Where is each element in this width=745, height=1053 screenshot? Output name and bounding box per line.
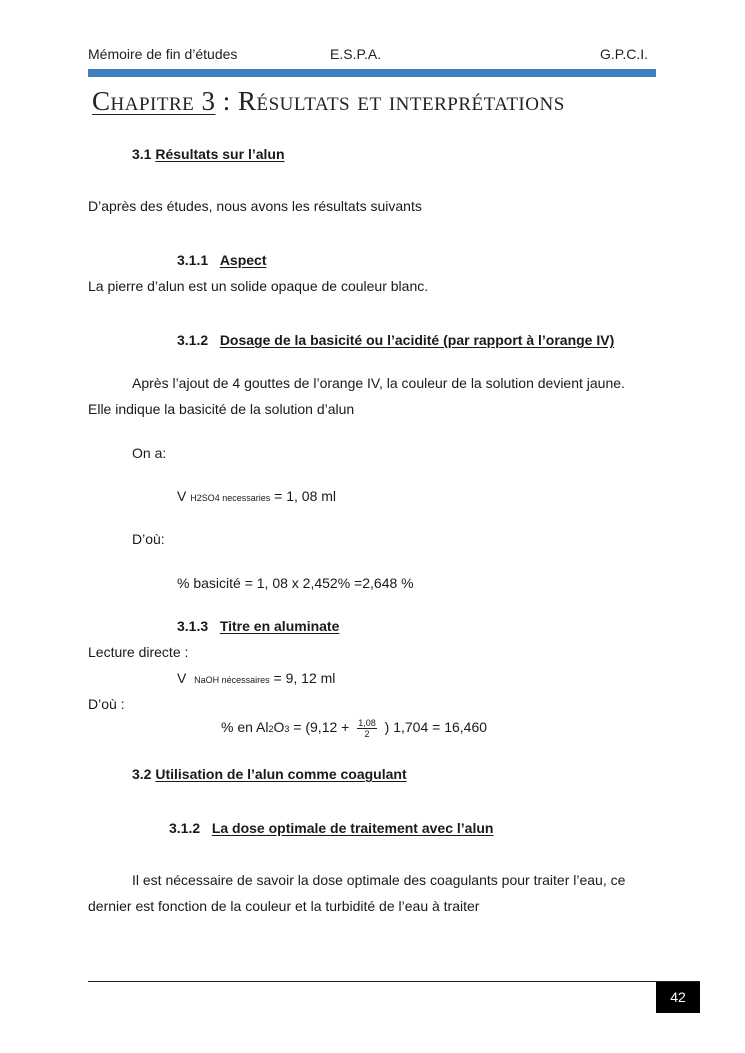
basicite-equation: % basicité = 1, 08 x 2,452% =2,648 % (177, 575, 414, 591)
section-title: Aspect (219, 252, 267, 268)
volume-value: = 1, 08 ml (270, 488, 337, 504)
section-title: Utilisation de l’alun comme coagulant (155, 766, 407, 782)
section-number: 3.1.1 (177, 252, 209, 268)
section-3-1-1-heading (177, 252, 267, 268)
formula-part: ) 1,704 = 16,460 (380, 719, 488, 736)
on-a-label: On a: (132, 445, 167, 461)
section-title: La dose optimale de traitement avec l’alun (211, 820, 494, 836)
section-number: 3.2 (132, 766, 152, 782)
page-number: 42 (656, 982, 700, 1013)
formula-subscript: 2 (268, 724, 274, 735)
volume-subscript: H2SO4 necessaries (190, 493, 271, 503)
intro-paragraph: D’après des études, nous avons les résultats suivants (88, 198, 422, 214)
chapter-label: Chapitre 3 (92, 86, 216, 116)
section-number: 3.1.2 (177, 332, 209, 348)
section-dose-heading (169, 820, 493, 836)
section-3-2-heading (132, 766, 407, 782)
chapter-title (92, 86, 565, 117)
section-number: 3.1.3 (177, 618, 209, 634)
header-rule (88, 69, 656, 77)
dou-label: D’où: (132, 531, 165, 547)
fraction-denominator: 2 (364, 729, 370, 739)
header-right: G.P.C.I. (600, 46, 648, 62)
formula-subscript: 3 (284, 724, 290, 735)
volume-subscript: NaOH nécessaires (194, 675, 270, 685)
fraction-numerator: 1,08 (358, 718, 376, 728)
fraction (357, 718, 377, 739)
section-3-1-2-heading (177, 332, 614, 348)
section-title: Dosage de la basicité ou l’acidité (par rapport à l’orange IV) (219, 332, 615, 348)
paragraph-line: dernier est fonction de la couleur et la turbidité de l’eau à traiter (88, 898, 480, 914)
paragraph-line: Après l’ajout de 4 gouttes de l’orange IV, la couleur de la solution devient jaune. (132, 375, 625, 391)
section-3-1-3-heading (177, 618, 339, 634)
chapter-title-text: : Résultats et interprétations (215, 86, 565, 116)
dou-label: D’où : (88, 696, 125, 712)
formula-part: % en Al (221, 719, 269, 736)
section-number: 3.1.2 (169, 820, 201, 836)
header-left: Mémoire de fin d’études (88, 46, 238, 62)
formula-part: = (9,12 + (289, 719, 354, 736)
section-title: Titre en aluminate (219, 618, 340, 634)
volume-naoh-equation (177, 670, 335, 686)
section-number: 3.1 (132, 146, 152, 162)
alumina-formula (221, 718, 487, 739)
volume-symbol: V (177, 488, 191, 504)
aspect-paragraph: La pierre d’alun est un solide opaque de couleur blanc. (88, 278, 429, 294)
section-3-1-heading (132, 146, 285, 162)
section-title: Résultats sur l’alun (155, 146, 285, 162)
volume-symbol: V (177, 670, 191, 686)
header-center: E.S.P.A. (330, 46, 382, 62)
paragraph-line: Elle indique la basicité de la solution d’alun (88, 401, 355, 417)
paragraph-line: Il est nécessaire de savoir la dose optimale des coagulants pour traiter l’eau, ce (132, 872, 626, 888)
lecture-label: Lecture directe : (88, 644, 189, 660)
volume-value: = 9, 12 ml (269, 670, 336, 686)
formula-part: O (273, 719, 285, 736)
footer-rule (88, 981, 700, 982)
volume-h2so4-equation (177, 488, 336, 504)
